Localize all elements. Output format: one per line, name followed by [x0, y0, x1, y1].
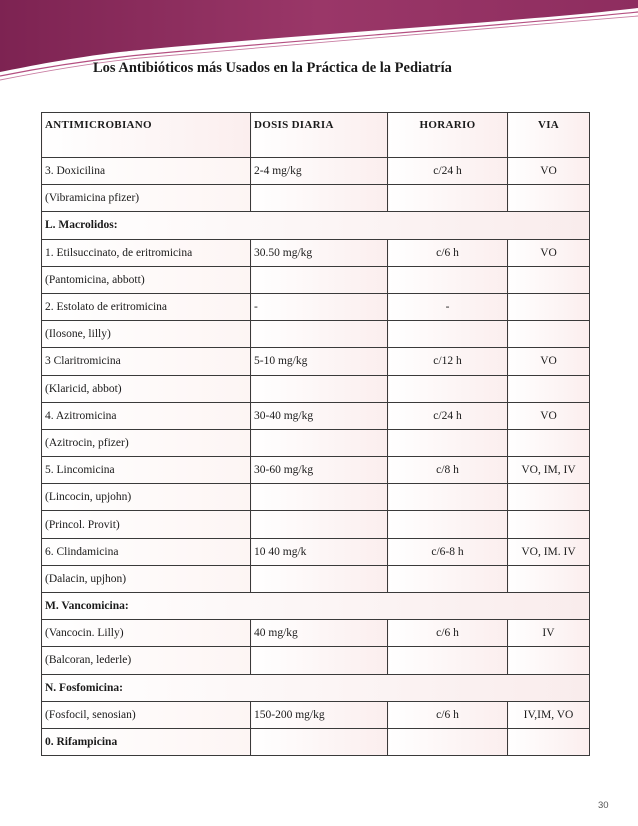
- cell-antimicrobiano: (Klaricid, abbot): [42, 375, 251, 402]
- cell-via: [508, 484, 590, 511]
- cell-antimicrobiano: 0. Rifampicina: [42, 728, 251, 755]
- cell-antimicrobiano: (Azitrocin, pfizer): [42, 429, 251, 456]
- cell-horario: c/24 h: [388, 402, 508, 429]
- cell-horario: [388, 728, 508, 755]
- cell-horario: c/24 h: [388, 158, 508, 185]
- antibiotics-table-container: [41, 112, 589, 756]
- table-row: [42, 239, 590, 266]
- page-title: Los Antibióticos más Usados en la Práctica de la Pediatría: [93, 60, 452, 76]
- cell-via: [508, 293, 590, 320]
- column-header-via: VIA: [508, 113, 590, 158]
- cell-via: [508, 375, 590, 402]
- cell-antimicrobiano: 6. Clindamicina: [42, 538, 251, 565]
- cell-antimicrobiano: 4. Azitromicina: [42, 402, 251, 429]
- table-row: [42, 647, 590, 674]
- table-body: [42, 158, 590, 756]
- cell-antimicrobiano: 1. Etilsuccinato, de eritromicina: [42, 239, 251, 266]
- cell-horario: [388, 647, 508, 674]
- table-row: [42, 728, 590, 755]
- cell-antimicrobiano: (Ilosone, lilly): [42, 321, 251, 348]
- cell-horario: c/8 h: [388, 457, 508, 484]
- cell-dosis-diaria: 2-4 mg/kg: [251, 158, 388, 185]
- cell-horario: [388, 565, 508, 592]
- cell-dosis-diaria: [251, 375, 388, 402]
- table-row: [42, 429, 590, 456]
- page-number: 30: [598, 800, 609, 811]
- cell-dosis-diaria: [251, 321, 388, 348]
- cell-antimicrobiano: (Pantomicina, abbott): [42, 266, 251, 293]
- table-row: [42, 158, 590, 185]
- cell-dosis-diaria: 5-10 mg/kg: [251, 348, 388, 375]
- cell-antimicrobiano: (Balcoran, lederle): [42, 647, 251, 674]
- table-row: [42, 185, 590, 212]
- cell-via: IV: [508, 620, 590, 647]
- column-header-horario: HORARIO: [388, 113, 508, 158]
- cell-via: [508, 565, 590, 592]
- cell-dosis-diaria: 150-200 mg/kg: [251, 701, 388, 728]
- table-row: [42, 484, 590, 511]
- cell-horario: [388, 511, 508, 538]
- cell-antimicrobiano: (Vancocin. Lilly): [42, 620, 251, 647]
- table-row: [42, 348, 590, 375]
- table-row: [42, 266, 590, 293]
- cell-horario: c/6 h: [388, 620, 508, 647]
- cell-dosis-diaria: [251, 185, 388, 212]
- cell-dosis-diaria: [251, 484, 388, 511]
- cell-horario: -: [388, 293, 508, 320]
- antibiotics-table: [41, 112, 590, 756]
- cell-dosis-diaria: [251, 647, 388, 674]
- cell-dosis-diaria: [251, 511, 388, 538]
- table-row: [42, 620, 590, 647]
- cell-dosis-diaria: -: [251, 293, 388, 320]
- cell-horario: [388, 375, 508, 402]
- cell-dosis-diaria: 30.50 mg/kg: [251, 239, 388, 266]
- cell-horario: c/6 h: [388, 701, 508, 728]
- cell-via: [508, 647, 590, 674]
- cell-dosis-diaria: [251, 728, 388, 755]
- cell-horario: [388, 429, 508, 456]
- cell-horario: [388, 321, 508, 348]
- cell-antimicrobiano: 3 Claritromicina: [42, 348, 251, 375]
- table-row: [42, 538, 590, 565]
- cell-dosis-diaria: [251, 266, 388, 293]
- table-section-row: [42, 212, 590, 239]
- cell-dosis-diaria: 40 mg/kg: [251, 620, 388, 647]
- cell-via: VO: [508, 348, 590, 375]
- cell-antimicrobiano: (Princol. Provit): [42, 511, 251, 538]
- table-row: [42, 321, 590, 348]
- cell-antimicrobiano: (Dalacin, upjhon): [42, 565, 251, 592]
- cell-dosis-diaria: 10 40 mg/k: [251, 538, 388, 565]
- cell-via: VO: [508, 402, 590, 429]
- table-row: [42, 565, 590, 592]
- cell-horario: [388, 484, 508, 511]
- cell-dosis-diaria: [251, 429, 388, 456]
- cell-horario: c/6-8 h: [388, 538, 508, 565]
- table-row: [42, 457, 590, 484]
- cell-via: [508, 321, 590, 348]
- table-row: [42, 402, 590, 429]
- table-row: [42, 375, 590, 402]
- cell-horario: c/6 h: [388, 239, 508, 266]
- column-header-dosis-diaria: DOSIS DIARIA: [251, 113, 388, 158]
- cell-via: [508, 185, 590, 212]
- cell-antimicrobiano: (Vibramicina pfizer): [42, 185, 251, 212]
- cell-dosis-diaria: 30-40 mg/kg: [251, 402, 388, 429]
- table-section-row: [42, 593, 590, 620]
- cell-antimicrobiano: 3. Doxicilina: [42, 158, 251, 185]
- cell-horario: [388, 185, 508, 212]
- table-row: [42, 701, 590, 728]
- cell-horario: c/12 h: [388, 348, 508, 375]
- cell-via: VO: [508, 158, 590, 185]
- table-row: [42, 511, 590, 538]
- section-heading: N. Fosfomicina:: [42, 674, 590, 701]
- cell-horario: [388, 266, 508, 293]
- cell-dosis-diaria: [251, 565, 388, 592]
- cell-antimicrobiano: (Fosfocil, senosian): [42, 701, 251, 728]
- cell-via: VO, IM. IV: [508, 538, 590, 565]
- column-header-antimicrobiano: ANTIMICROBIANO: [42, 113, 251, 158]
- section-heading: M. Vancomicina:: [42, 593, 590, 620]
- cell-antimicrobiano: 2. Estolato de eritromicina: [42, 293, 251, 320]
- table-header-row: [42, 113, 590, 158]
- cell-antimicrobiano: 5. Lincomicina: [42, 457, 251, 484]
- table-section-row: [42, 674, 590, 701]
- cell-via: [508, 728, 590, 755]
- cell-dosis-diaria: 30-60 mg/kg: [251, 457, 388, 484]
- cell-via: [508, 266, 590, 293]
- cell-via: VO: [508, 239, 590, 266]
- section-heading: L. Macrolidos:: [42, 212, 590, 239]
- cell-via: VO, IM, IV: [508, 457, 590, 484]
- cell-antimicrobiano: (Lincocin, upjohn): [42, 484, 251, 511]
- cell-via: [508, 429, 590, 456]
- cell-via: [508, 511, 590, 538]
- table-row: [42, 293, 590, 320]
- cell-via: IV,IM, VO: [508, 701, 590, 728]
